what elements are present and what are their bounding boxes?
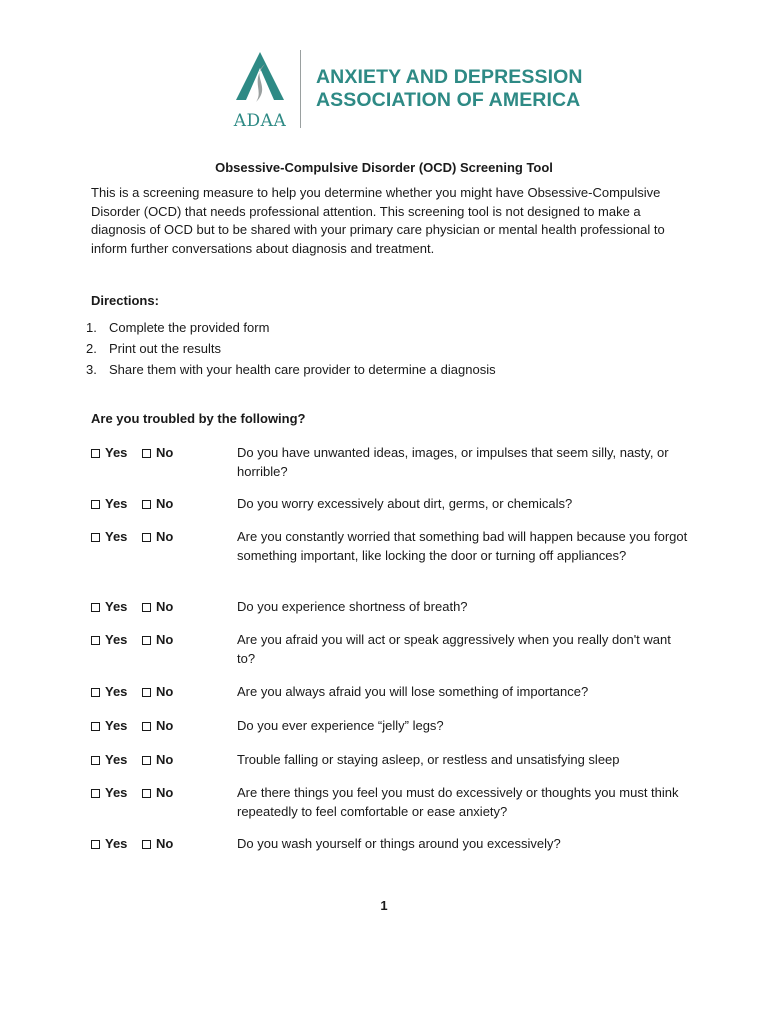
page-title: Obsessive-Compulsive Disorder (OCD) Screening Tool — [215, 160, 553, 175]
no-checkbox[interactable] — [142, 636, 151, 645]
yes-label: Yes — [105, 718, 128, 733]
yes-option[interactable] — [91, 683, 142, 702]
no-option[interactable] — [142, 631, 173, 650]
question-text: Do you wash yourself or things around you excessively? — [237, 836, 561, 851]
yes-checkbox[interactable] — [91, 840, 100, 849]
yes-label: Yes — [105, 632, 128, 647]
yes-label: Yes — [105, 752, 128, 767]
answer-options — [91, 444, 231, 463]
yes-checkbox[interactable] — [91, 756, 100, 765]
question-text: Do you worry excessively about dirt, germs, or chemicals? — [237, 496, 573, 511]
org-name-line2: ASSOCIATION OF AMERICA — [316, 89, 581, 111]
no-label: No — [156, 785, 174, 800]
no-label: No — [156, 529, 174, 544]
no-checkbox[interactable] — [142, 533, 151, 542]
yes-option[interactable] — [91, 528, 142, 547]
yes-label: Yes — [105, 529, 128, 544]
adaa-logo-icon — [228, 48, 292, 132]
question-text: Are you constantly worried that something bad will happen because you forgot something important, like locking the door or turning off appliances? — [237, 529, 688, 563]
organization-name — [316, 66, 583, 112]
yes-label: Yes — [105, 599, 128, 614]
yes-label: Yes — [105, 445, 128, 460]
no-option[interactable] — [142, 528, 173, 547]
yes-checkbox[interactable] — [91, 722, 100, 731]
yes-option[interactable] — [91, 784, 142, 803]
no-label: No — [156, 496, 174, 511]
no-checkbox[interactable] — [142, 603, 151, 612]
directions-list — [86, 317, 496, 380]
no-label: No — [156, 836, 174, 851]
yes-checkbox[interactable] — [91, 603, 100, 612]
question-text: Do you have unwanted ideas, images, or impulses that seem silly, nasty, or horrible? — [237, 445, 669, 479]
question-text: Are there things you feel you must do excessively or thoughts you must think repeatedly to feel comfortable or ease anxiety? — [237, 785, 679, 819]
question-text: Do you ever experience “jelly” legs? — [237, 718, 444, 733]
step-number: 1. — [86, 320, 97, 335]
no-label: No — [156, 752, 174, 767]
yes-option[interactable] — [91, 444, 142, 463]
no-option[interactable] — [142, 495, 173, 514]
question-text: Do you experience shortness of breath? — [237, 599, 468, 614]
answer-options — [91, 751, 231, 770]
yes-option[interactable] — [91, 598, 142, 617]
step-text: Complete the provided form — [109, 320, 270, 335]
step-number: 3. — [86, 362, 97, 377]
yes-checkbox[interactable] — [91, 688, 100, 697]
no-checkbox[interactable] — [142, 789, 151, 798]
yes-label: Yes — [105, 785, 128, 800]
no-checkbox[interactable] — [142, 449, 151, 458]
yes-label: Yes — [105, 496, 128, 511]
no-option[interactable] — [142, 598, 173, 617]
no-checkbox[interactable] — [142, 500, 151, 509]
answer-options — [91, 784, 231, 803]
no-option[interactable] — [142, 683, 173, 702]
answer-options — [91, 528, 231, 547]
answer-options — [91, 717, 231, 736]
question-text: Trouble falling or staying asleep, or restless and unsatisfying sleep — [237, 752, 620, 767]
no-option[interactable] — [142, 835, 173, 854]
page-number: 1 — [380, 898, 388, 913]
yes-option[interactable] — [91, 751, 142, 770]
no-label: No — [156, 599, 174, 614]
directions-heading: Directions: — [91, 293, 159, 308]
no-label: No — [156, 632, 174, 647]
logo-text: ADAA — [233, 111, 287, 131]
no-option[interactable] — [142, 751, 173, 770]
no-option[interactable] — [142, 784, 173, 803]
no-checkbox[interactable] — [142, 722, 151, 731]
no-checkbox[interactable] — [142, 688, 151, 697]
org-name-line1: ANXIETY AND DEPRESSION — [316, 66, 583, 88]
step-number: 2. — [86, 341, 97, 356]
no-checkbox[interactable] — [142, 756, 151, 765]
no-checkbox[interactable] — [142, 840, 151, 849]
no-label: No — [156, 718, 174, 733]
no-label: No — [156, 445, 174, 460]
yes-checkbox[interactable] — [91, 500, 100, 509]
yes-label: Yes — [105, 684, 128, 699]
question-text: Are you always afraid you will lose something of importance? — [237, 684, 589, 699]
answer-options — [91, 495, 231, 514]
questions-heading: Are you troubled by the following? — [91, 411, 306, 426]
yes-option[interactable] — [91, 717, 142, 736]
yes-checkbox[interactable] — [91, 449, 100, 458]
yes-option[interactable] — [91, 835, 142, 854]
no-option[interactable] — [142, 717, 173, 736]
yes-checkbox[interactable] — [91, 533, 100, 542]
answer-options — [91, 598, 231, 617]
directions-item — [86, 317, 496, 338]
no-option[interactable] — [142, 444, 173, 463]
yes-label: Yes — [105, 836, 128, 851]
no-label: No — [156, 684, 174, 699]
intro-paragraph: This is a screening measure to help you determine whether you might have Obsessive-Compulsive Disorder (OCD) that needs professional attention. This screening tool is not designed to make a diagnosis of OCD but to be shared with your primary care physician or mental health professional to inform further conversations about diagnosis and treatment. — [91, 185, 665, 257]
step-text: Print out the results — [109, 341, 221, 356]
directions-item — [86, 359, 496, 380]
answer-options — [91, 835, 231, 854]
yes-checkbox[interactable] — [91, 636, 100, 645]
answer-options — [91, 683, 231, 702]
answer-options — [91, 631, 231, 650]
step-text: Share them with your health care provider to determine a diagnosis — [109, 362, 496, 377]
question-text: Are you afraid you will act or speak aggressively when you really don't want to? — [237, 632, 671, 666]
yes-checkbox[interactable] — [91, 789, 100, 798]
yes-option[interactable] — [91, 631, 142, 650]
yes-option[interactable] — [91, 495, 142, 514]
directions-item — [86, 338, 496, 359]
header-divider — [300, 50, 301, 128]
page-header — [228, 48, 583, 132]
